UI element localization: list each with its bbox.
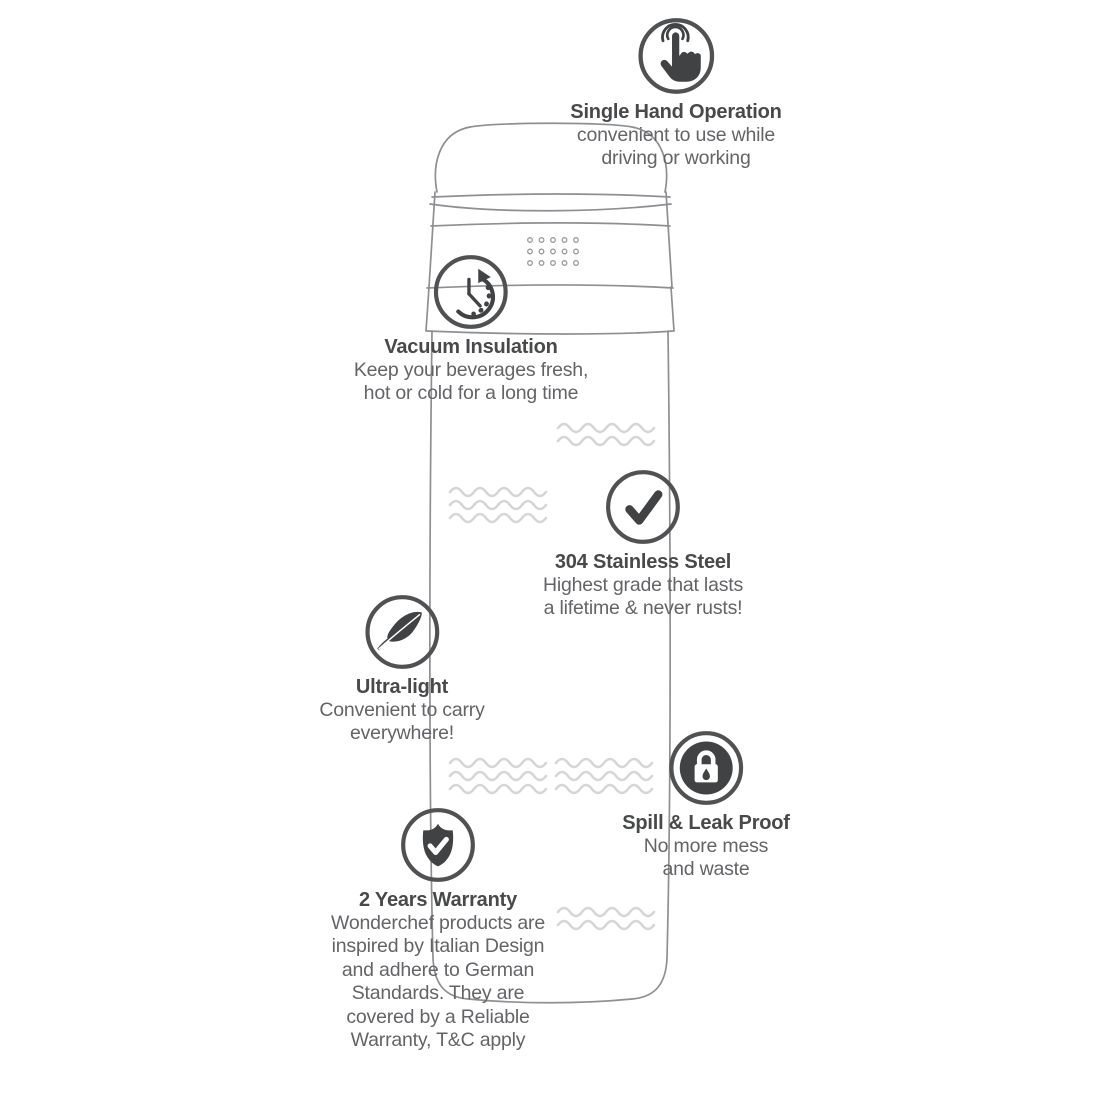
feature-title: Spill & Leak Proof [622,812,790,834]
feature-stainless-steel [543,468,743,621]
checkmark-icon [604,468,682,546]
feature-text-line: Wonderchef products are [331,912,545,934]
clock-time-icon [432,253,510,331]
feature-title: Ultra-light [355,676,449,698]
feature-vacuum-insulation [354,253,588,406]
feature-ultra-light [319,593,484,746]
feature-two-years-warranty [331,806,545,1052]
feature-text-line: No more mess [643,835,769,857]
feature-text-line: Warranty, T&C apply [350,1029,526,1052]
feature-text-line: Keep your beverages fresh, [353,359,589,381]
padlock-icon [667,729,745,807]
feature-text-line: covered by a Reliable [346,1005,530,1028]
shield-check-icon [399,806,477,884]
feature-title: Vacuum Insulation [384,336,558,358]
feature-spill-leak-proof [622,729,790,882]
feature-title: 2 Years Warranty [358,889,517,911]
feature-text-line: convenient to use while [576,124,776,146]
feature-text-line: Standards. They are [351,982,525,1005]
feature-text-line: and waste [662,858,750,881]
feature-text-line: everywhere! [349,722,455,745]
feature-text-line: and adhere to German [341,958,535,981]
feature-text-line: driving or working [601,147,751,170]
feature-text-line: a lifetime & never rusts! [543,597,743,620]
feature-text-line: inspired by Italian Design [331,935,545,958]
feature-text-line: hot or cold for a long time [363,382,579,405]
feature-title: 304 Stainless Steel [554,551,732,573]
feather-icon [363,593,441,671]
tap-hand-icon [636,16,716,96]
feature-text-line: Highest grade that lasts [542,574,744,596]
feature-single-hand-operation [570,16,781,171]
feature-text-line: Convenient to carry [319,699,485,721]
feature-title: Single Hand Operation [570,101,782,123]
